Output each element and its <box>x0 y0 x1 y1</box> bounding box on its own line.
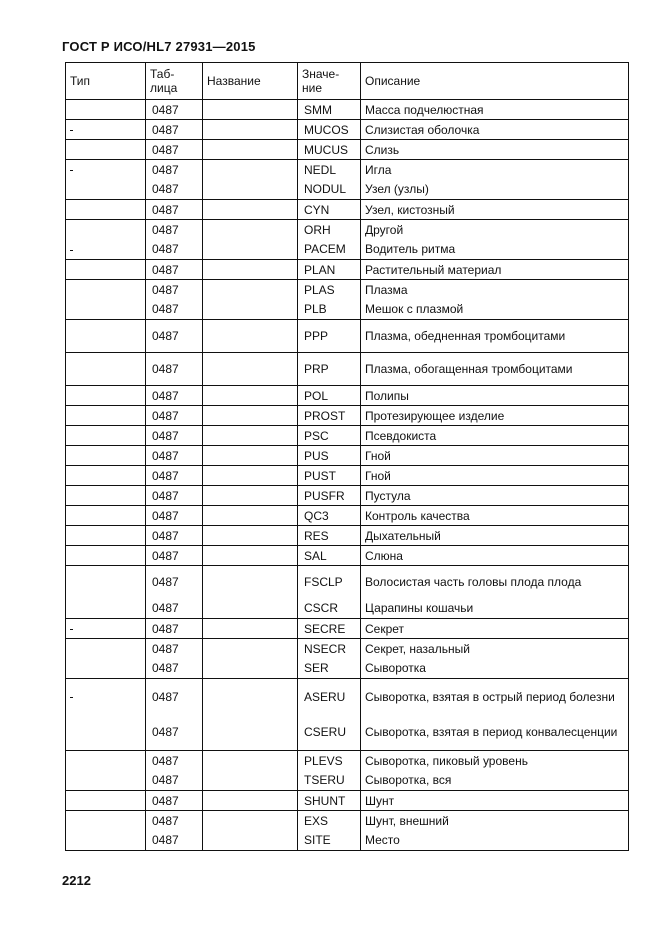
type-cell <box>66 715 146 751</box>
type-cell <box>66 751 146 771</box>
description-cell: Узел (узлы) <box>361 180 629 200</box>
table-row <box>66 200 629 220</box>
description-cell: Сыворотка, вся <box>361 771 629 791</box>
description-cell: Водитель ритма <box>361 240 629 260</box>
name-cell <box>203 180 298 200</box>
name-cell <box>203 619 298 639</box>
value-cell: FSCLP <box>298 566 361 599</box>
table-row <box>66 220 629 240</box>
value-cell: PACEM <box>298 240 361 260</box>
description-cell: Шунт <box>361 791 629 811</box>
type-cell <box>66 486 146 506</box>
table-cell: 0487 <box>146 831 203 851</box>
value-cell: PLB <box>298 300 361 320</box>
type-cell <box>66 566 146 599</box>
description-cell: Сыворотка, пиковый уровень <box>361 751 629 771</box>
table-row <box>66 679 629 715</box>
table-row <box>66 260 629 280</box>
name-cell <box>203 120 298 140</box>
value-cell: NSECR <box>298 639 361 659</box>
table-cell: 0487 <box>146 566 203 599</box>
type-cell <box>66 679 146 715</box>
name-cell <box>203 791 298 811</box>
value-cell: SMM <box>298 100 361 120</box>
table-cell: 0487 <box>146 406 203 426</box>
table-cell: 0487 <box>146 220 203 240</box>
type-cell <box>66 353 146 386</box>
table-row <box>66 406 629 426</box>
row-tick-mark <box>70 629 73 630</box>
description-cell: Гной <box>361 466 629 486</box>
table-row <box>66 506 629 526</box>
type-cell <box>66 526 146 546</box>
type-cell <box>66 619 146 639</box>
type-cell <box>66 599 146 619</box>
table-cell: 0487 <box>146 751 203 771</box>
table-row <box>66 715 629 751</box>
description-cell: Сыворотка, взятая в период конвалесценции <box>361 715 629 751</box>
table-cell: 0487 <box>146 526 203 546</box>
column-header-description: Описание <box>361 63 629 100</box>
table-row <box>66 546 629 566</box>
value-cell: SECRE <box>298 619 361 639</box>
table-row <box>66 751 629 771</box>
table-row <box>66 426 629 446</box>
type-cell <box>66 811 146 831</box>
name-cell <box>203 506 298 526</box>
row-tick-mark <box>70 250 73 251</box>
description-cell: Царапины кошачьи <box>361 599 629 619</box>
table-cell: 0487 <box>146 446 203 466</box>
table-row <box>66 160 629 180</box>
description-cell: Псевдокиста <box>361 426 629 446</box>
name-cell <box>203 353 298 386</box>
type-cell <box>66 659 146 679</box>
name-cell <box>203 679 298 715</box>
table-cell: 0487 <box>146 320 203 353</box>
type-cell <box>66 426 146 446</box>
column-header-type: Тип <box>66 63 146 100</box>
type-cell <box>66 280 146 300</box>
value-cell: QC3 <box>298 506 361 526</box>
table-row <box>66 280 629 300</box>
name-cell <box>203 466 298 486</box>
table-row <box>66 771 629 791</box>
type-cell <box>66 406 146 426</box>
table-row <box>66 466 629 486</box>
name-cell <box>203 386 298 406</box>
description-cell: Гной <box>361 446 629 466</box>
type-cell <box>66 140 146 160</box>
name-cell <box>203 715 298 751</box>
table-cell: 0487 <box>146 639 203 659</box>
description-cell: Плазма, обедненная тромбоцитами <box>361 320 629 353</box>
table-cell: 0487 <box>146 715 203 751</box>
name-cell <box>203 811 298 831</box>
description-cell: Слюна <box>361 546 629 566</box>
description-cell: Контроль качества <box>361 506 629 526</box>
description-cell: Плазма <box>361 280 629 300</box>
name-cell <box>203 280 298 300</box>
type-cell <box>66 300 146 320</box>
table-row <box>66 353 629 386</box>
value-cell: PUSFR <box>298 486 361 506</box>
table-row <box>66 446 629 466</box>
name-cell <box>203 486 298 506</box>
row-tick-mark <box>70 130 73 131</box>
value-cell: CSCR <box>298 599 361 619</box>
name-cell <box>203 831 298 851</box>
name-cell <box>203 526 298 546</box>
description-cell: Растительный материал <box>361 260 629 280</box>
table-cell: 0487 <box>146 811 203 831</box>
table-cell: 0487 <box>146 200 203 220</box>
type-cell <box>66 446 146 466</box>
type-cell <box>66 120 146 140</box>
value-cell: PROST <box>298 406 361 426</box>
type-cell <box>66 260 146 280</box>
type-cell <box>66 160 146 180</box>
row-tick-mark <box>70 697 73 698</box>
value-cell: SAL <box>298 546 361 566</box>
table-cell: 0487 <box>146 386 203 406</box>
name-cell <box>203 771 298 791</box>
description-cell: Узел, кистозный <box>361 200 629 220</box>
value-cell: MUCOS <box>298 120 361 140</box>
type-cell <box>66 220 146 240</box>
value-cell: PUST <box>298 466 361 486</box>
table-row <box>66 599 629 619</box>
type-cell <box>66 100 146 120</box>
description-cell: Пустула <box>361 486 629 506</box>
name-cell <box>203 566 298 599</box>
table-row <box>66 120 629 140</box>
table-cell: 0487 <box>146 771 203 791</box>
value-cell: PLAS <box>298 280 361 300</box>
value-cell: PLEVS <box>298 751 361 771</box>
table-cell: 0487 <box>146 240 203 260</box>
name-cell <box>203 200 298 220</box>
table-cell: 0487 <box>146 619 203 639</box>
table-row <box>66 240 629 260</box>
description-cell: Мешок с плазмой <box>361 300 629 320</box>
name-cell <box>203 639 298 659</box>
value-cell: CYN <box>298 200 361 220</box>
description-cell: Место <box>361 831 629 851</box>
table-row <box>66 659 629 679</box>
name-cell <box>203 140 298 160</box>
description-cell: Сыворотка <box>361 659 629 679</box>
table-row <box>66 180 629 200</box>
type-cell <box>66 200 146 220</box>
table-cell: 0487 <box>146 679 203 715</box>
name-cell <box>203 260 298 280</box>
name-cell <box>203 751 298 771</box>
table-header-row <box>66 63 629 100</box>
description-cell: Секрет <box>361 619 629 639</box>
table-cell: 0487 <box>146 353 203 386</box>
table-cell: 0487 <box>146 160 203 180</box>
table-row <box>66 811 629 831</box>
table-cell: 0487 <box>146 466 203 486</box>
table-cell: 0487 <box>146 486 203 506</box>
type-cell <box>66 240 146 260</box>
description-cell: Секрет, назальный <box>361 639 629 659</box>
type-cell <box>66 386 146 406</box>
page-number: 2212 <box>62 873 91 888</box>
table-cell: 0487 <box>146 300 203 320</box>
description-cell: Дыхательный <box>361 526 629 546</box>
table-row <box>66 100 629 120</box>
column-header-table: Таб- лица <box>146 63 203 100</box>
value-cell: SHUNT <box>298 791 361 811</box>
table-row <box>66 320 629 353</box>
type-cell <box>66 771 146 791</box>
description-cell: Сыворотка, взятая в острый период болезни <box>361 679 629 715</box>
table-row <box>66 566 629 599</box>
table-row <box>66 639 629 659</box>
description-cell: Слизистая оболочка <box>361 120 629 140</box>
type-cell <box>66 506 146 526</box>
value-cell: PRP <box>298 353 361 386</box>
table-cell: 0487 <box>146 100 203 120</box>
description-cell: Протезирующее изделие <box>361 406 629 426</box>
table-row <box>66 486 629 506</box>
description-cell: Масса подчелюстная <box>361 100 629 120</box>
value-cell: CSERU <box>298 715 361 751</box>
value-cell: MUCUS <box>298 140 361 160</box>
table-cell: 0487 <box>146 599 203 619</box>
value-cell: SITE <box>298 831 361 851</box>
table-cell: 0487 <box>146 659 203 679</box>
value-cell: POL <box>298 386 361 406</box>
value-cell: RES <box>298 526 361 546</box>
table-row <box>66 619 629 639</box>
table-row <box>66 300 629 320</box>
column-header-value: Значе- ние <box>298 63 361 100</box>
name-cell <box>203 240 298 260</box>
value-cell: PUS <box>298 446 361 466</box>
description-cell: Слизь <box>361 140 629 160</box>
name-cell <box>203 100 298 120</box>
name-cell <box>203 426 298 446</box>
value-cell: NODUL <box>298 180 361 200</box>
type-cell <box>66 180 146 200</box>
value-cell: EXS <box>298 811 361 831</box>
table-cell: 0487 <box>146 506 203 526</box>
name-cell <box>203 220 298 240</box>
description-cell: Плазма, обогащенная тромбоцитами <box>361 353 629 386</box>
table-cell: 0487 <box>146 426 203 446</box>
value-cell: PPP <box>298 320 361 353</box>
table-cell: 0487 <box>146 120 203 140</box>
value-cell: NEDL <box>298 160 361 180</box>
value-cell: ASERU <box>298 679 361 715</box>
table-cell: 0487 <box>146 140 203 160</box>
name-cell <box>203 406 298 426</box>
description-cell: Волосистая часть головы плода плода <box>361 566 629 599</box>
name-cell <box>203 300 298 320</box>
table-row <box>66 140 629 160</box>
table-cell: 0487 <box>146 180 203 200</box>
type-cell <box>66 639 146 659</box>
value-cell: PLAN <box>298 260 361 280</box>
type-cell <box>66 831 146 851</box>
table-row <box>66 791 629 811</box>
table-cell: 0487 <box>146 260 203 280</box>
table-cell: 0487 <box>146 546 203 566</box>
table-row <box>66 386 629 406</box>
description-cell: Шунт, внешний <box>361 811 629 831</box>
row-tick-mark <box>70 170 73 171</box>
table-row <box>66 831 629 851</box>
value-cell: TSERU <box>298 771 361 791</box>
table-cell: 0487 <box>146 280 203 300</box>
type-cell <box>66 546 146 566</box>
type-cell <box>66 791 146 811</box>
value-cell: SER <box>298 659 361 679</box>
table-cell: 0487 <box>146 791 203 811</box>
description-cell: Другой <box>361 220 629 240</box>
name-cell <box>203 599 298 619</box>
type-cell <box>66 320 146 353</box>
type-cell <box>66 466 146 486</box>
document-header: ГОСТ Р ИСО/HL7 27931—2015 <box>62 39 256 54</box>
table-row <box>66 526 629 546</box>
name-cell <box>203 659 298 679</box>
description-cell: Полипы <box>361 386 629 406</box>
value-cell: PSC <box>298 426 361 446</box>
description-cell: Игла <box>361 160 629 180</box>
value-cell: ORH <box>298 220 361 240</box>
name-cell <box>203 546 298 566</box>
code-table <box>65 62 629 851</box>
name-cell <box>203 160 298 180</box>
column-header-name: Название <box>203 63 298 100</box>
name-cell <box>203 320 298 353</box>
name-cell <box>203 446 298 466</box>
